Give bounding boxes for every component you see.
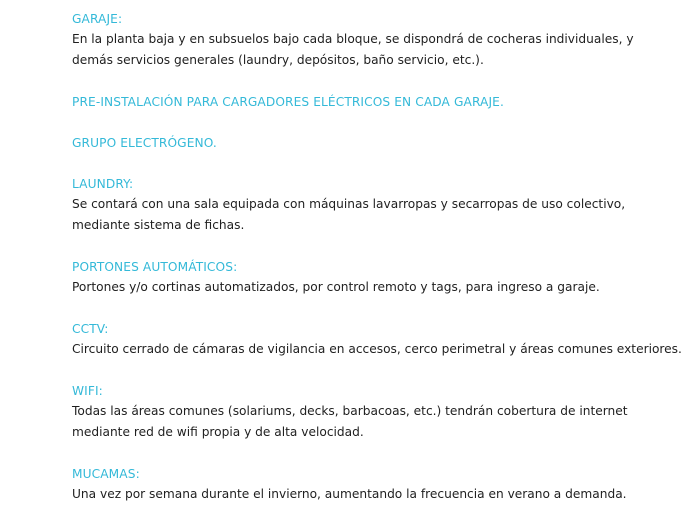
section-body	[72, 194, 682, 236]
body-line: Una vez por semana durante el invierno, aumentando la frecuencia en verano a demanda.	[72, 487, 627, 501]
body-line: En la planta baja y en subsuelos bajo cada bloque, se dispondrá de cocheras individuales, y	[72, 32, 634, 46]
section-body	[72, 401, 682, 443]
section-heading: MUCAMAS:	[72, 467, 140, 481]
section-garaje	[72, 9, 682, 71]
section-mucamas	[72, 464, 682, 505]
section-grupo-electrogeno	[72, 133, 682, 153]
section-heading: GARAJE:	[72, 12, 123, 26]
section-wifi	[72, 381, 682, 443]
body-line: demás servicios generales (laundry, depósitos, baño servicio, etc.).	[72, 53, 484, 67]
section-heading: PORTONES AUTOMÁTICOS:	[72, 260, 238, 274]
body-line: mediante sistema de fichas.	[72, 218, 245, 232]
body-line: mediante red de wifi propia y de alta velocidad.	[72, 425, 364, 439]
section-body	[72, 29, 682, 71]
section-heading: GRUPO ELECTRÓGENO.	[72, 136, 217, 150]
section-cctv	[72, 319, 682, 360]
body-line: Portones y/o cortinas automatizados, por control remoto y tags, para ingreso a garaje.	[72, 280, 600, 294]
body-line: Se contará con una sala equipada con máquinas lavarropas y secarropas de uso colectivo,	[72, 197, 626, 211]
section-heading: WIFI:	[72, 384, 103, 398]
body-line: Todas las áreas comunes (solariums, decks, barbacoas, etc.) tendrán cobertura de internet	[72, 404, 628, 418]
section-heading: PRE-INSTALACIÓN PARA CARGADORES ELÉCTRICOS EN CADA GARAJE.	[72, 95, 504, 109]
section-heading: CCTV:	[72, 322, 109, 336]
section-portones	[72, 257, 682, 298]
section-body	[72, 339, 682, 360]
section-body	[72, 484, 682, 505]
section-pre-instalacion	[72, 92, 682, 112]
section-body	[72, 277, 682, 298]
section-laundry	[72, 174, 682, 236]
section-heading: LAUNDRY:	[72, 177, 134, 191]
body-line: Circuito cerrado de cámaras de vigilancia en accesos, cerco perimetral y áreas comunes exteriores.	[72, 342, 682, 356]
amenities-document	[72, 9, 682, 526]
